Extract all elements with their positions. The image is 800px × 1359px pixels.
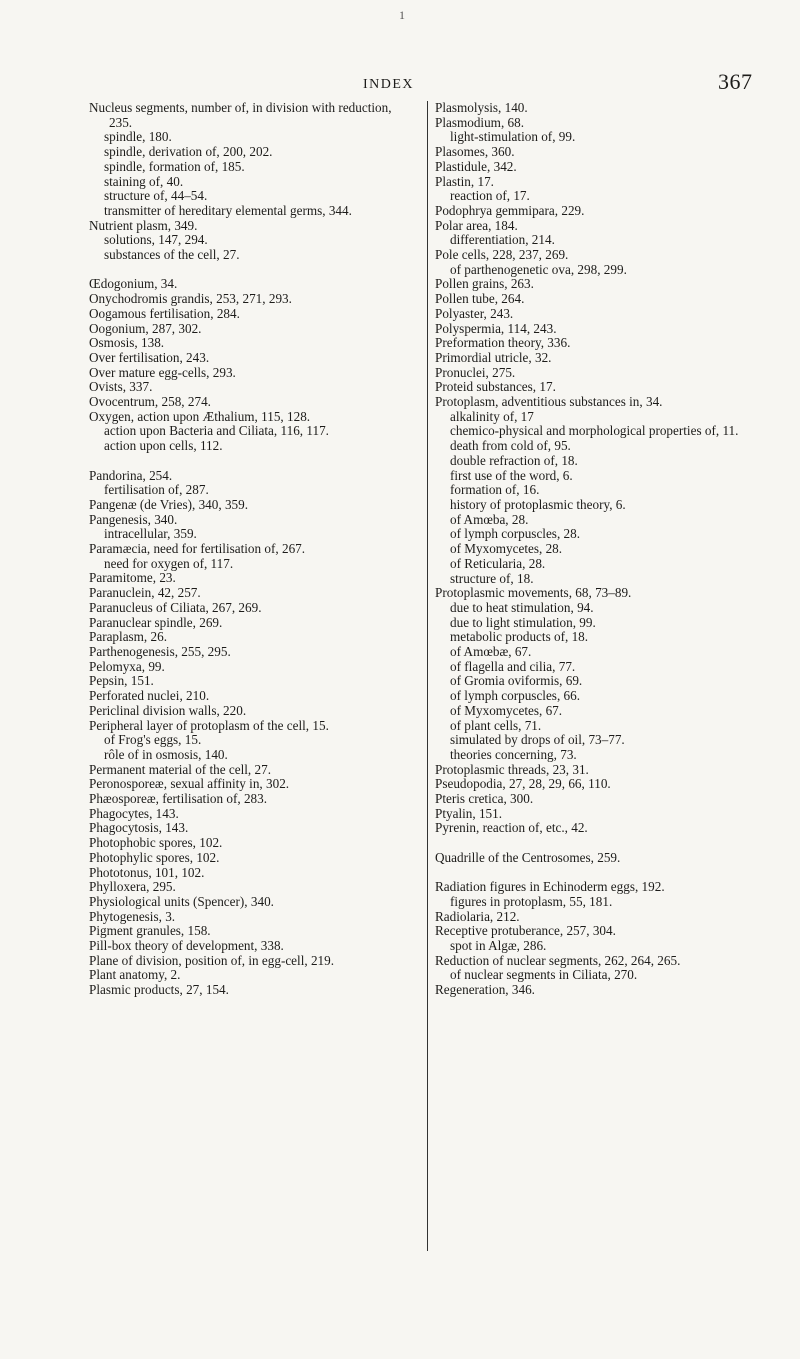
index-subentry: chemico-physical and morphological properties of, 11. [450,423,739,439]
index-subentry: structure of, 18. [450,570,534,586]
index-entry: Paranuclear spindle, 269. [89,614,223,630]
index-entry: Osmosis, 138. [89,335,165,351]
index-subentry: intracellular, 359. [104,526,197,542]
index-subentry: differentiation, 214. [450,232,555,248]
index-entry: Paraplasm, 26. [89,629,168,645]
page-number: 367 [718,69,753,94]
section-gap [435,866,745,881]
top-mark: 1 [399,8,405,22]
index-entry: Paranucleus of Ciliata, 267, 269. [89,599,262,615]
index-subentry: metabolic products of, 18. [450,629,589,645]
index-entry: Permanent material of the cell, 27. [89,761,271,777]
index-subentry: history of protoplasmic theory, 6. [450,496,626,512]
index-entry: Plasomes, 360. [435,144,515,160]
index-entry: Œdogonium, 34. [89,276,178,292]
index-entry: Photophylic spores, 102. [89,849,220,865]
index-entry: Parthenogenesis, 255, 295. [89,643,231,659]
index-column-right [427,101,745,1251]
index-entry: Plasmic products, 27, 154. [89,982,229,998]
index-subentry: of Gromia oviformis, 69. [450,673,583,689]
index-entry: Oogamous fertilisation, 284. [89,305,240,321]
index-entry: Photophobic spores, 102. [89,835,223,851]
index-entry: Phytogenesis, 3. [89,908,176,924]
index-subentry: figures in protoplasm, 55, 181. [450,893,613,909]
index-entry: Reduction of nuclear segments, 262, 264, 265. [435,952,681,968]
index-subentry: solutions, 147, 294. [104,232,208,248]
index-entry: Radiolaria, 212. [435,908,520,924]
index-entry: Plant anatomy, 2. [89,967,181,983]
index-entry: Plane of division, position of, in egg-cell, 219. [89,952,335,968]
section-gap [435,836,745,851]
index-entry: Phylloxera, 295. [89,879,176,895]
index-subentry: of lymph corpuscles, 66. [450,688,581,704]
index-entry: Oogonium, 287, 302. [89,320,202,336]
index-subentry: spindle, formation of, 185. [104,158,245,174]
index-entry: Perforated nuclei, 210. [89,688,210,704]
running-header: INDEX [363,77,415,92]
index-subentry: action upon Bacteria and Ciliata, 116, 117. [104,423,329,439]
index-entry: Pollen grains, 263. [435,276,534,292]
index-entry: Pyrenin, reaction of, etc., 42. [435,820,588,836]
index-entry: Paramitome, 23. [89,570,176,586]
index-entry: Polar area, 184. [435,217,518,233]
index-subentry: simulated by drops of oil, 73–77. [450,732,625,748]
index-subentry: theories concerning, 73. [450,746,577,762]
index-subentry: rôle of in osmosis, 140. [104,746,228,762]
index-subentry: light-stimulation of, 99. [450,129,576,145]
index-subentry: of Amœba, 28. [450,511,529,527]
index-entry: Pepsin, 151. [89,673,154,689]
index-subentry: spindle, 180. [104,129,172,145]
index-entry: Paramæcia, need for fertilisation of, 267. [89,541,306,557]
index-entry: Phæosporeæ, fertilisation of, 283. [89,791,268,807]
index-subentry: of Frog's eggs, 15. [104,732,202,748]
index-entry: Receptive protuberance, 257, 304. [435,923,616,939]
index-subentry: death from cold of, 95. [450,438,571,454]
index-subentry: formation of, 16. [450,482,540,498]
index-subentry: spindle, derivation of, 200, 202. [104,144,273,160]
index-entry: Pollen tube, 264. [435,291,525,307]
index-subentry: of plant cells, 71. [450,717,542,733]
index-entry: Phagocytes, 143. [89,805,179,821]
index-entry: Onychodromis grandis, 253, 271, 293. [89,291,292,307]
index-entry: Plasmolysis, 140. [435,100,528,115]
section-gap [89,454,399,469]
index-entry: Polyspermia, 114, 243. [435,320,557,336]
index-subentry: due to heat stimulation, 94. [450,599,594,615]
index-entry: Preformation theory, 336. [435,335,571,351]
index-subentry: alkalinity of, 17 [450,408,534,424]
index-entry: Quadrille of the Centrosomes, 259. [435,849,621,865]
index-subentry: staining of, 40. [104,173,184,189]
index-entry: Pandorina, 254. [89,467,173,483]
index-entry: Protoplasmic threads, 23, 31. [435,761,589,777]
index-subentry: substances of the cell, 27. [104,247,240,263]
index-subentry: of Amœbæ, 67. [450,644,532,660]
index-entry: Plasmodium, 68. [435,114,525,130]
index-entry: Protoplasmic movements, 68, 73–89. [435,585,632,601]
index-entry: Pteris cretica, 300. [435,791,534,807]
index-entry: Podophrya gemmipara, 229. [435,202,585,218]
index-entry: Over fertilisation, 243. [89,349,210,365]
index-entry: Ovocentrum, 258, 274. [89,394,211,410]
index-subentry: first use of the word, 6. [450,467,573,483]
index-subentry: double refraction of, 18. [450,452,578,468]
index-entry: Ovists, 337. [89,379,153,395]
index-column-left [89,101,399,998]
section-gap [89,263,399,278]
index-entry: Pangenesis, 340. [89,511,178,527]
index-entry: Nucleus segments, number of, in division with reduction, 235. [89,100,392,130]
index-subentry: of Reticularia, 28. [450,555,546,571]
index-entry: Proteid substances, 17. [435,379,556,395]
index-subentry: of parthenogenetic ova, 298, 299. [450,261,627,277]
index-entry: Plastin, 17. [435,173,494,189]
index-entry: Pill-box theory of development, 338. [89,938,284,954]
index-subentry: of lymph corpuscles, 28. [450,526,581,542]
index-entry: Phagocytosis, 143. [89,820,189,836]
index-entry: Paranuclein, 42, 257. [89,585,201,601]
index-entry: Protoplasm, adventitious substances in, 34. [435,394,663,410]
index-subentry: spot in Algæ, 286. [450,938,547,954]
index-subentry: transmitter of hereditary elemental germs, 344. [104,202,352,218]
index-subentry: of Myxomycetes, 28. [450,541,563,557]
index-entry: Physiological units (Spencer), 340. [89,893,274,909]
index-entry: Pigment granules, 158. [89,923,211,939]
index-subentry: due to light stimulation, 99. [450,614,596,630]
index-entry: Periclinal division walls, 220. [89,702,247,718]
index-subentry: fertilisation of, 287. [104,482,209,498]
index-entry: Oxygen, action upon Æthalium, 115, 128. [89,408,311,424]
index-entry: Pronuclei, 275. [435,364,516,380]
index-entry: Over mature egg-cells, 293. [89,364,236,380]
index-subentry: need for oxygen of, 117. [104,555,234,571]
index-entry: Plastidule, 342. [435,158,517,174]
index-subentry: of Myxomycetes, 67. [450,702,563,718]
index-entry: Pangenæ (de Vries), 340, 359. [89,496,249,512]
index-entry: Peripheral layer of protoplasm of the cell, 15. [89,717,329,733]
index-entry: Regeneration, 346. [435,982,535,998]
index-subentry: action upon cells, 112. [104,438,223,454]
index-entry: Ptyalin, 151. [435,805,503,821]
index-entry: Phototonus, 101, 102. [89,864,205,880]
index-subentry: structure of, 44–54. [104,188,208,204]
index-entry: Peronosporeæ, sexual affinity in, 302. [89,776,290,792]
index-entry: Pseudopodia, 27, 28, 29, 66, 110. [435,776,611,792]
index-entry: Pelomyxa, 99. [89,658,165,674]
index-entry: Primordial utricle, 32. [435,349,552,365]
index-subentry: of flagella and cilia, 77. [450,658,576,674]
index-entry: Pole cells, 228, 237, 269. [435,247,569,263]
index-entry: Nutrient plasm, 349. [89,217,198,233]
index-entry: Radiation figures in Echinoderm eggs, 192. [435,879,665,895]
index-entry: Polyaster, 243. [435,305,514,321]
index-subentry: of nuclear segments in Ciliata, 270. [450,967,638,983]
index-subentry: reaction of, 17. [450,188,530,204]
